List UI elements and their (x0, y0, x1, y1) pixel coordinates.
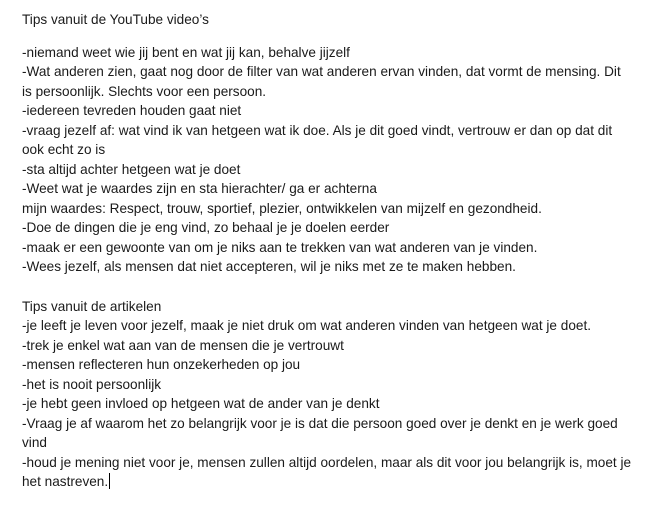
section-youtube-tips (22, 10, 632, 277)
text-line: -het is nooit persoonlijk (22, 376, 162, 392)
text-line: -niemand weet wie jij bent en wat jij kan, behalve jijzelf (22, 44, 350, 60)
text-line: -je leeft je leven voor jezelf, maak je niet druk om wat anderen vinden van hetgeen wat je doet. (22, 318, 592, 333)
text-line: -houd je mening niet voor je, mensen zullen altijd oordelen, maar als dit voor jou belangrijk is, moet je het nastreven. (22, 454, 632, 489)
text-line: -trek je enkel wat aan van de mensen die je vertrouwt (22, 337, 344, 353)
text-line: -sta altijd achter hetgeen wat je doet (22, 161, 241, 177)
text-line: -Doe de dingen die je eng vind, zo behaal je je doelen eerder (22, 220, 390, 235)
last-text-line (22, 453, 632, 492)
text-line: -maak er een gewoonte van om je niks aan te trekken van wat anderen van je vinden. (22, 239, 538, 255)
text-line: mijn waardes: Respect, trouw, sportief, plezier, ontwikkelen van mijzelf en gezondheid. (22, 200, 542, 216)
text-line: -vraag jezelf af: wat vind ik van hetgeen wat ik doe. Als je dit goed vindt, vertrouw er dan op dat dit ook echt zo is (22, 122, 613, 157)
text-line: -mensen reflecteren hun onzekerheden op jou (22, 357, 301, 372)
text-line: -je hebt geen invloed op hetgeen wat de ander van je denkt (22, 396, 380, 411)
document-body[interactable] (22, 10, 632, 492)
section-article-tips (22, 297, 632, 492)
text-cursor (109, 473, 110, 489)
text-line: -Weet wat je waardes zijn en sta hierachter/ ga er achterna (22, 181, 377, 196)
text-line: -Wat anderen zien, gaat nog door de filter van wat anderen ervan vinden, dat vormt de mensing. Dit is persoonlijk. Slechts voor een persoon. (22, 64, 621, 99)
section-heading-articles: Tips vanuit de artikelen (22, 298, 162, 314)
section-heading-youtube: Tips vanuit de YouTube video’s (22, 12, 209, 27)
text-line: -Vraag je af waarom het zo belangrijk voor je is dat die persoon goed over je denkt en je werk goed vind (22, 415, 618, 450)
text-line: -iedereen tevreden houden gaat niet (22, 103, 242, 118)
text-line: -Wees jezelf, als mensen dat niet accepteren, wil je niks met ze te maken hebben. (22, 259, 516, 274)
